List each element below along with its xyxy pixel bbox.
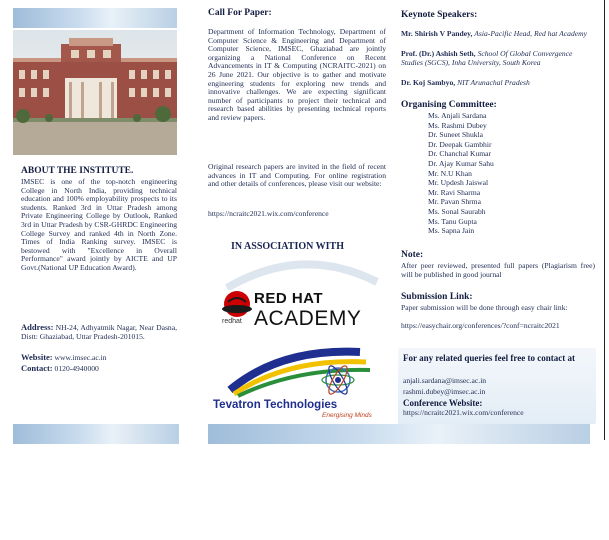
committee-member: Dr. Chanchal Kumar [428,149,492,159]
committee-member: Ms. Tanu Gupta [428,216,477,226]
speaker-2-org: School Of Global Convergence Studies (SGCS), Inha University, South Korea [401,49,573,67]
redhat-line2: ACADEMY [254,307,362,330]
speaker-1-org: Asia-Pacific Head, Red hat Academy [474,29,587,38]
email-1[interactable]: anjali.sardana@imsec.ac.in [403,376,487,385]
queries-title: For any related queries feel free to contact at [403,353,575,363]
association-title: IN ASSOCIATION WITH [231,241,344,252]
committee-member: Ms. Sapna Jain [428,226,475,236]
campus-photo [13,30,177,155]
contact-label: Contact: [21,363,53,373]
bottom-band-middle [208,424,590,444]
committee-member: Mr. N.U Khan [428,168,472,178]
keynote-title: Keynote Speakers: [401,10,478,20]
website-link[interactable]: www.imsec.ac.in [54,353,107,362]
tevatron-name: Tevatron Technologies [213,399,338,411]
about-text: IMSEC is one of the top-notch engineering College in North India, providing technical education and 100% employability prospects to its students. Ranked 3rd in Uttar Pradesh among Private Engineering College by Outlook, Ranked 3rd in Uttar Pradesh by CSR-GHRDC Engineering College Survey and ranked 4th in North Zone. Times of India Ranking survey. IMSEC is bestowed with "Excellence in Overall Performance" award jointly by AICTE and UP Govt.(National UP Education Award). [21,177,177,272]
submission-text: Paper submission will be done through easy chair link: [401,303,568,312]
queries-box [398,348,596,424]
contact-block [21,364,177,374]
committee-member: Dr. Suneet Shukla [428,130,484,140]
redhat-line1: RED HAT [254,290,324,307]
committee-member: Mr. Updesh Jaiswal [428,178,489,188]
committee-member: Dr. Deepak Gambhir [428,139,492,149]
call-for-paper-text-2: Original research papers are invited in the field of recent advances in IT and Computing. For online registration and other details of conferences, please visit our website: [208,162,386,189]
tevatron-logo [210,338,390,422]
website-block [21,353,177,363]
committee-member: Ms. Rashmi Dubey [428,120,487,130]
bottom-band-left [13,424,179,444]
address-label: Address: [21,322,54,332]
contact-text: 0120-4940000 [54,364,99,373]
conference-url[interactable]: https://ncraitc2021.wix.com/conference [208,209,329,218]
conference-website-label: Conference Website: [403,398,483,408]
committee-member: Ms. Sonal Saurabh [428,206,486,216]
committee-member: Dr. Ajay Kumar Sahu [428,158,494,168]
page-edge-line [604,0,605,440]
redhat-small-text: redhat [222,318,242,325]
committee-member: Mr. Ravi Sharma [428,187,481,197]
committee-title: Organising Committee: [401,100,497,110]
submission-title: Submission Link: [401,292,473,302]
conference-website-url[interactable]: https://ncraitc2021.wix.com/conference [403,408,524,417]
website-label: Website: [21,352,53,362]
tevatron-tagline: Energising Minds [322,412,372,419]
speaker-1-name: Mr. Shirish V Pandey, [401,29,473,38]
note-text: After peer reviewed, presented full papers (Plagiarism free) will be published in good journal [401,261,595,279]
call-for-paper-title: Call For Paper: [208,8,272,18]
speaker-3-name: Dr. Koj Sambyo, [401,78,456,87]
note-title: Note: [401,250,424,260]
email-2[interactable]: rashmi.dubey@imsec.ac.in [403,387,486,396]
speaker-3 [401,79,595,88]
speaker-2 [401,50,595,67]
top-band-left [13,8,177,28]
call-for-paper-text: Department of Information Technology, Department of Computer Science & Engineering and Department of Computer Science, IMSEC, Ghaziabad are jointly organizing a National Conference on Recent Advancements in IT & Computing (NCRAITC-2021) on 26 June 2021. Our objective is to gather and motivate engineering students for exploring new trends and innovative challenges. We are expecting significant number of participants to project their technical and research based abilities by presenting technical reports and review papers. [208,27,386,122]
submission-link[interactable]: https://easychair.org/conferences/?conf=ncraitc2021 [401,321,560,330]
speaker-2-name: Prof. (Dr.) Ashish Seth, [401,49,476,58]
about-title: ABOUT THE INSTITUTE. [21,166,134,176]
speaker-1 [401,30,595,39]
redhat-academy-logo [220,288,380,334]
speaker-3-org: NIT Arunachal Pradesh [457,78,530,87]
address-block [21,323,177,341]
address-text: NH-24, Adhyatmik Nagar, Near Dasna, Distt: Ghaziabad, Uttar Pradesh-201015. [21,323,177,341]
committee-list [428,111,588,236]
arc-decoration [222,250,382,290]
committee-member: Ms. Anjali Sardana [428,111,487,120]
committee-member: Mr. Pavan Shrma [428,197,481,207]
